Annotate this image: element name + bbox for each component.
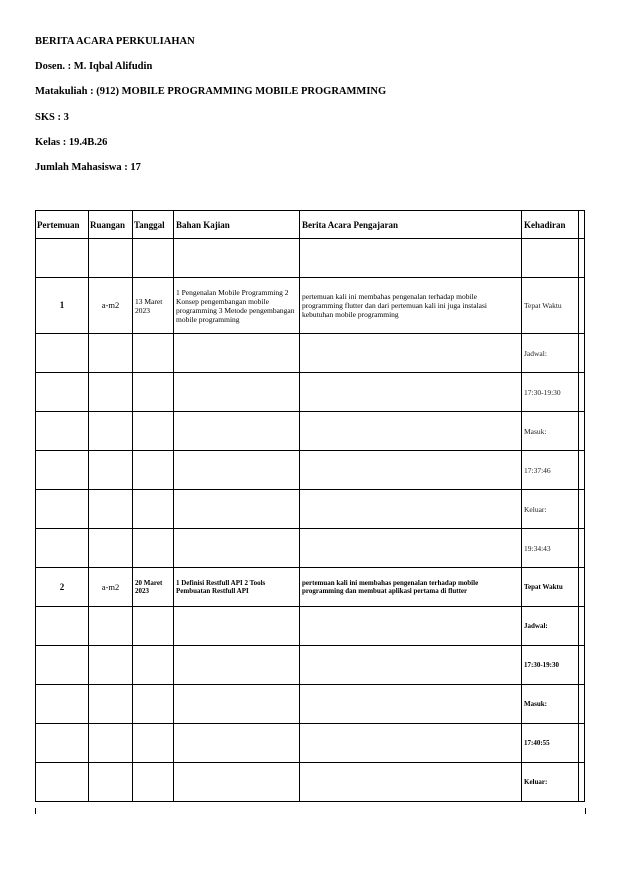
- table-row: [36, 529, 585, 568]
- col-header-edge: [579, 211, 585, 239]
- kehadiran-cell: 17:40:55: [522, 724, 579, 763]
- table-row: [36, 763, 585, 802]
- kehadiran-cell: Masuk:: [522, 685, 579, 724]
- matakuliah-line: Matakuliah : (912) MOBILE PROGRAMMING MOBILE PROGRAMMING: [35, 86, 387, 98]
- kehadiran-cell: 17:37:46: [522, 451, 579, 490]
- col-header-pertemuan: Pertemuan: [36, 211, 89, 239]
- table-row: [36, 412, 585, 451]
- table-row: [36, 568, 585, 607]
- kehadiran-cell: 19:34:43: [522, 529, 579, 568]
- table-row: [36, 239, 585, 278]
- tanggal-cell: 13 Maret 2023: [133, 278, 174, 334]
- col-header-ruangan: Ruangan: [89, 211, 133, 239]
- bahan-kajian-cell: 1 Pengenalan Mobile Programming 2 Konsep pengembangan mobile programming 3 Metode pengembangan mobile programming: [174, 278, 300, 334]
- kehadiran-cell: Masuk:: [522, 412, 579, 451]
- col-header-kehadiran: Kehadiran: [522, 211, 579, 239]
- table-row: [36, 373, 585, 412]
- kehadiran-cell: Tepat Waktu: [522, 278, 579, 334]
- col-header-bahan-kajian: Bahan Kajian: [174, 211, 300, 239]
- col-header-tanggal: Tanggal: [133, 211, 174, 239]
- kehadiran-cell: 17:30-19:30: [522, 646, 579, 685]
- table-row: [36, 724, 585, 763]
- document-title: BERITA ACARA PERKULIAHAN: [35, 36, 195, 47]
- attendance-table: [35, 210, 585, 802]
- table-row: [36, 490, 585, 529]
- kehadiran-cell: 17:30-19:30: [522, 373, 579, 412]
- kehadiran-cell: Keluar:: [522, 763, 579, 802]
- table-header-row: [36, 211, 585, 239]
- table-row: [36, 334, 585, 373]
- sks-line: SKS : 3: [35, 111, 69, 123]
- pertemuan-cell: 1: [36, 278, 89, 334]
- document-header: [35, 36, 386, 187]
- kehadiran-cell: Jadwal:: [522, 334, 579, 373]
- table-row: [36, 607, 585, 646]
- table-row: [36, 451, 585, 490]
- table-continuation: [35, 808, 586, 814]
- ruangan-cell: a-m2: [89, 278, 133, 334]
- berita-acara-cell: pertemuan kali ini membahas pengenalan terhadap mobile programming flutter dan dari pertemuan kali ini juga instalasi kebutuhan mobile programming: [300, 278, 522, 334]
- dosen-line: Dosen. : M. Iqbal Alifudin: [35, 61, 153, 73]
- pertemuan-cell: 2: [36, 568, 89, 607]
- jumlah-mahasiswa-line: Jumlah Mahasiswa : 17: [35, 161, 141, 173]
- kelas-line: Kelas : 19.4B.26: [35, 136, 108, 148]
- kehadiran-cell: Keluar:: [522, 490, 579, 529]
- tanggal-cell: 20 Maret 2023: [133, 568, 174, 607]
- kehadiran-cell: Tepat Waktu: [522, 568, 579, 607]
- table-row: [36, 685, 585, 724]
- kehadiran-cell: Jadwal:: [522, 607, 579, 646]
- table-row: [36, 646, 585, 685]
- table-row: [36, 278, 585, 334]
- col-header-berita-acara: Berita Acara Pengajaran: [300, 211, 522, 239]
- bahan-kajian-cell: 1 Definisi Restfull API 2 Tools Pembuatan Restfull API: [174, 568, 300, 607]
- berita-acara-cell: pertemuan kali ini membahas pengenalan terhadap mobile programming dan membuat aplikasi pertama di flutter: [300, 568, 522, 607]
- ruangan-cell: a-m2: [89, 568, 133, 607]
